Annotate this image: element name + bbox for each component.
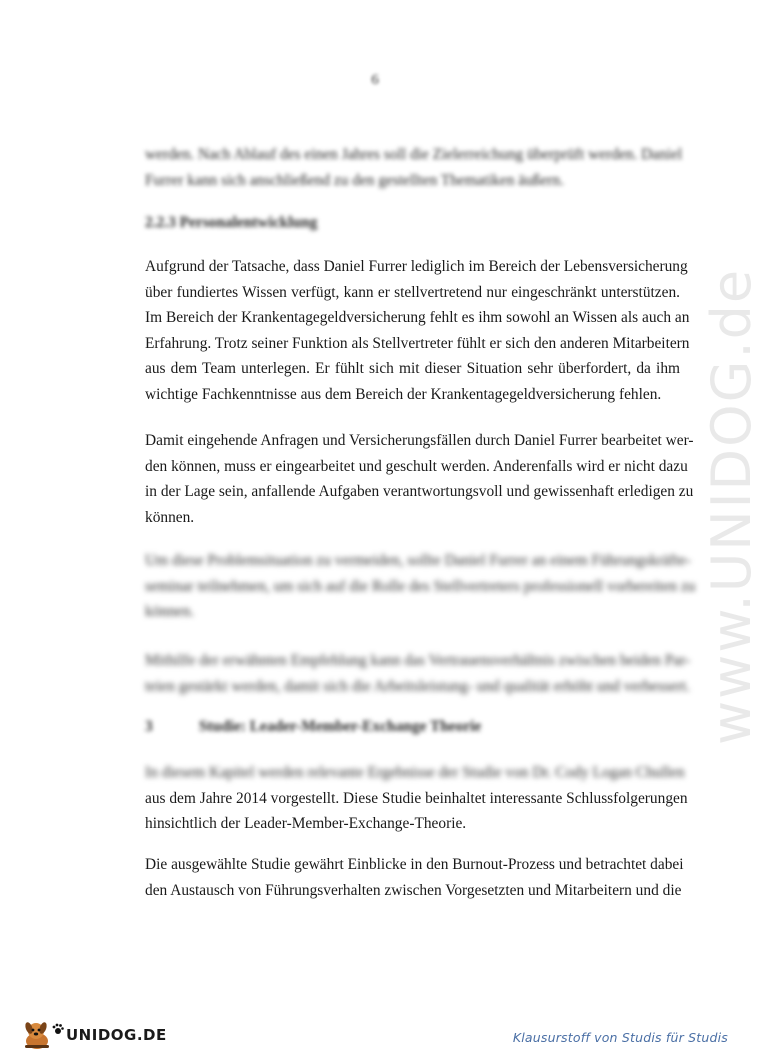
text-line: Erfahrung. Trotz seiner Funktion als Stellvertreter fühlt er sich den anderen Mitarbeitern — [145, 334, 690, 352]
footer-logo[interactable] — [20, 1018, 167, 1052]
heading-text: 2.2.3 Personalentwicklung — [145, 214, 318, 231]
text-line: Mithilfe der erwähnten Empfehlung kann das Vertrauensverhältnis zwischen beiden Par- — [145, 652, 691, 669]
text-line: den können, muss er eingearbeitet und geschult werden. Anderenfalls wird er nicht dazu — [145, 457, 688, 475]
footer-slogan: Klausurstoff von Studis für Studis — [512, 1030, 728, 1045]
paragraph-personalentwicklung — [145, 254, 690, 407]
logo-text: UNIDOG.DE — [66, 1026, 167, 1044]
text-line: Furrer kann sich anschließend zu den gestellten Thematiken äußern. — [145, 171, 564, 189]
text-line: teien gestärkt werden, damit sich die Arbeitsleistung- und qualität erhöht und verbessert. — [145, 677, 690, 695]
paragraph-intro-blurred — [145, 142, 683, 193]
text-line: aus dem Jahre 2014 vorgestellt. Diese Studie beinhaltet interessante Schlussfolgerungen — [145, 789, 688, 807]
text-line: über fundiertes Wissen verfügt, kann er stellvertretend nur eingeschränkt unterstützen. — [145, 283, 680, 301]
paragraph-seminar-blurred — [145, 548, 696, 625]
text-line: wichtige Fachkenntnisse aus dem Bereich der Krankentagegeldversicherung fehlen. — [145, 385, 662, 403]
text-line: Damit eingehende Anfragen und Versicherungsfällen durch Daniel Furrer bearbeitet wer- — [145, 432, 694, 449]
chapter-heading-3 — [145, 714, 680, 740]
dog-mascot-icon — [20, 1019, 54, 1051]
text-line: können. — [145, 508, 195, 526]
paragraph-studie — [145, 760, 688, 837]
text-line: seminar teilnehmen, um sich auf die Rolle des Stellvertreters professionell vorbereiten zu — [145, 577, 696, 595]
text-line: Um diese Problemsituation zu vermeiden, sollte Daniel Furrer an einem Führungskräfte- — [145, 552, 691, 569]
text-line: in der Lage sein, anfallende Aufgaben verantwortungsvoll und gewissenhaft erledigen zu — [145, 483, 694, 500]
chapter-number: 3 — [145, 718, 153, 735]
section-heading-2-2-3 — [145, 210, 680, 236]
text-line: können. — [145, 603, 195, 620]
paragraph-burnout — [145, 852, 684, 903]
text-line: aus dem Team unterlegen. Er fühlt sich mit dieser Situation sehr überfordert, da ihm — [145, 360, 680, 377]
text-line: den Austausch von Führungsverhalten zwischen Vorgesetzten und Mitarbeitern und die — [145, 881, 682, 899]
page-number: 6 — [371, 72, 379, 88]
paw-icon — [52, 1023, 64, 1035]
text-line: Im Bereich der Krankentagegeldversicherung fehlt es ihm sowohl an Wissen als auch an — [145, 309, 690, 326]
paragraph-einarbeitung — [145, 428, 694, 530]
text-line: Aufgrund der Tatsache, dass Daniel Furrer lediglich im Bereich der Lebensversicherung — [145, 258, 688, 275]
paragraph-vertrauen-blurred — [145, 648, 691, 699]
chapter-title: Studie: Leader-Member-Exchange Theorie — [198, 718, 482, 735]
watermark-text: www.UNIDOG.de — [700, 267, 763, 745]
text-line: hinsichtlich der Leader-Member-Exchange-Theorie. — [145, 815, 467, 832]
text-line: werden. Nach Ablauf des einen Jahres soll die Zielerreichung überprüft werden. Daniel — [145, 146, 683, 163]
text-line-blurred: In diesem Kapitel werden relevante Ergebnisse der Studie von Dr. Cody Logan Chullen — [145, 764, 685, 781]
text-line: Die ausgewählte Studie gewährt Einblicke in den Burnout-Prozess und betrachtet dabei — [145, 856, 684, 873]
